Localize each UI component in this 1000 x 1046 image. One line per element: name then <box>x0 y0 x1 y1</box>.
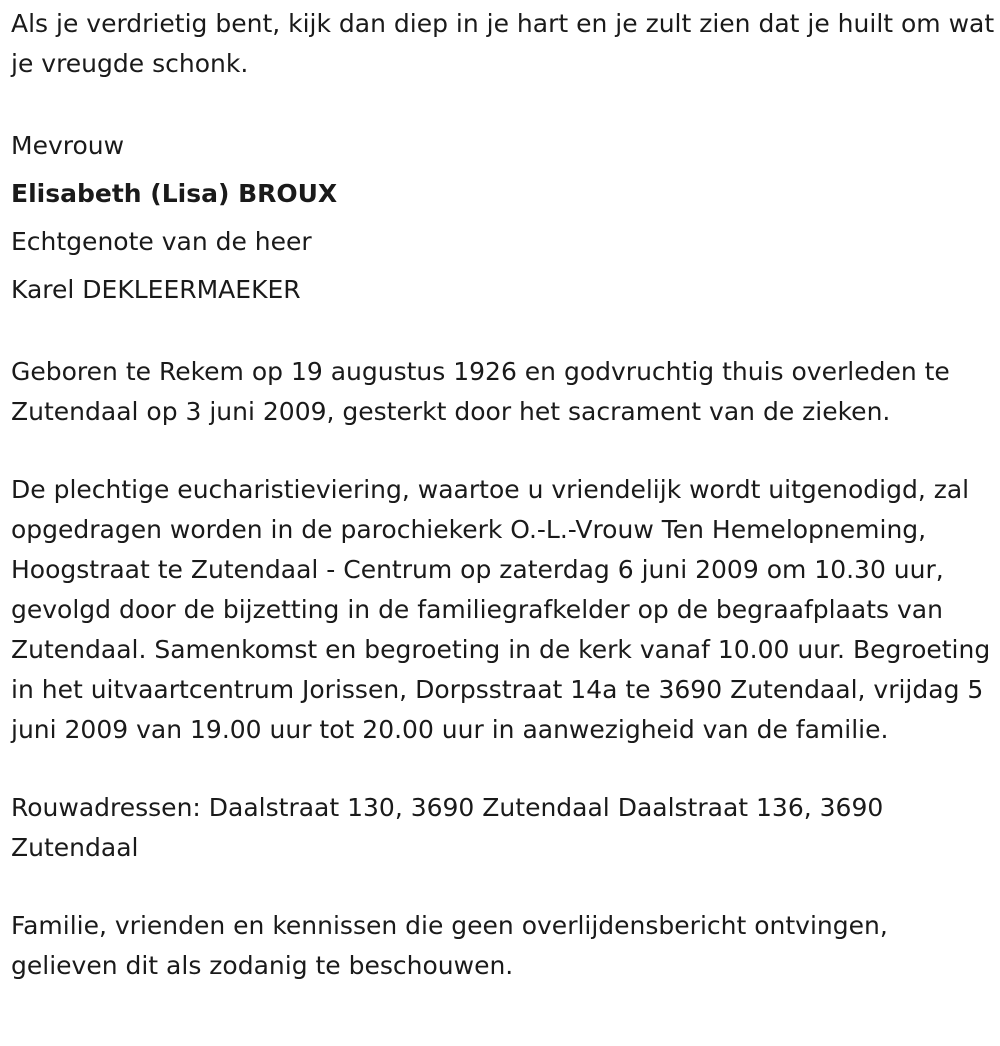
ceremony-paragraph: De plechtige eucharistieviering, waartoe u vriendelijk wordt uitgenodigd, zal opgedragen worden in de parochiekerk O.-L.-Vrouw Ten Hemelopneming, Hoogstraat te Zutendaal - Centrum op zaterdag 6 juni 2009 om 10.30 uur, gevolgd door de bijzetting in de familiegrafkelder op de begraafplaats van Zutendaal. Samenkomst en begroeting in de kerk vanaf 10.00 uur. Begroeting in het uitvaartcentrum Jorissen, Dorpsstraat 14a te 3690 Zutendaal, vrijdag 5 juni 2009 van 19.00 uur tot 20.00 uur in aanwezigheid van de familie. <box>11 475 991 744</box>
spouse-label: Echtgenote van de heer <box>11 227 312 256</box>
spouse-name: Karel DEKLEERMAEKER <box>11 275 301 304</box>
salutation: Mevrouw <box>11 131 125 160</box>
addresses-paragraph: Rouwadressen: Daalstraat 130, 3690 Zutendaal Daalstraat 136, 3690 Zutendaal <box>11 793 884 862</box>
birth-death-paragraph: Geboren te Rekem op 19 augustus 1926 en godvruchtig thuis overleden te Zutendaal op 3 juni 2009, gesterkt door het sacrament van de zieken. <box>11 357 950 426</box>
deceased-name: Elisabeth (Lisa) BROUX <box>11 179 338 208</box>
deceased-block <box>11 122 996 314</box>
closing-paragraph: Familie, vrienden en kennissen die geen overlijdensbericht ontvingen, gelieven dit als zodanig te beschouwen. <box>11 911 888 980</box>
opening-quote: Als je verdrietig bent, kijk dan diep in je hart en je zult zien dat je huilt om wat je vreugde schonk. <box>11 9 995 78</box>
obituary-notice <box>11 4 996 986</box>
